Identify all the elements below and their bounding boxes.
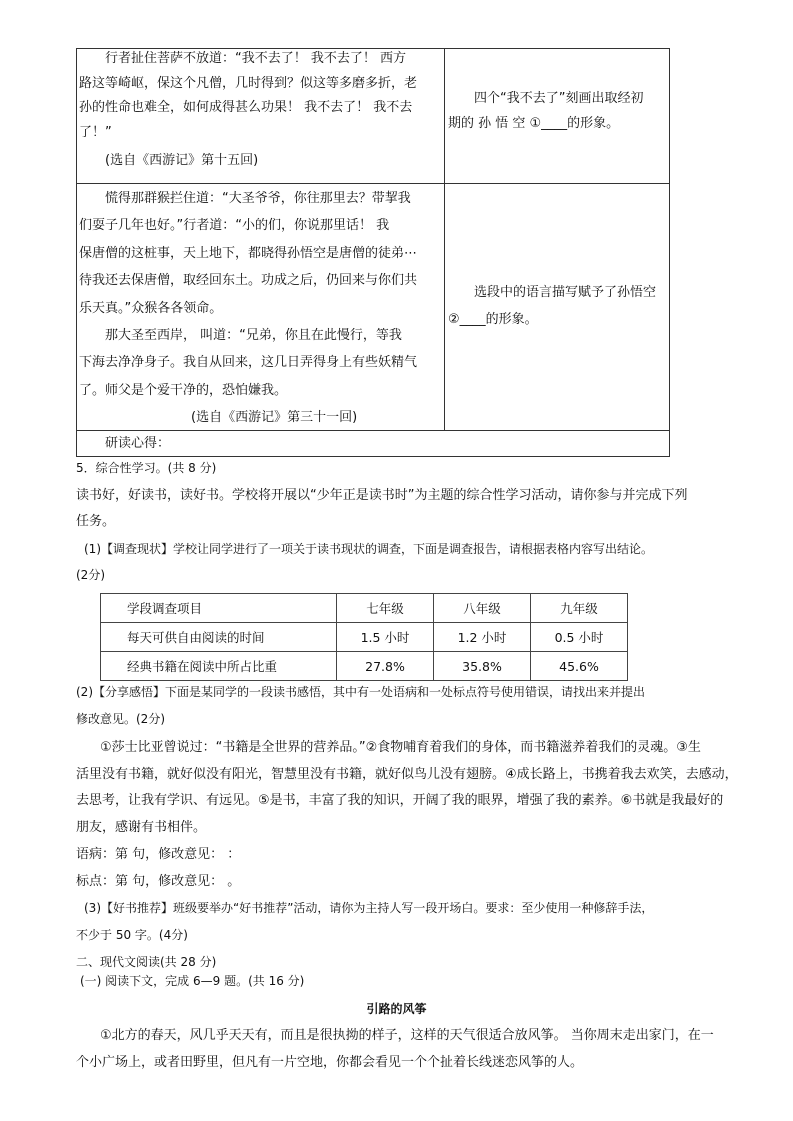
q5-part1-line: (1)【调查现状】学校让同学进行了一项关于读书现状的调查，下面是调查报告，请根据表格内容写出结论。: [84, 542, 654, 556]
comparison-table: [76, 48, 670, 457]
analysis-cell-2: [448, 279, 670, 333]
table-cell: 1.2 小时: [434, 623, 531, 652]
answer-grammar-line: 语病：第 句，修改意见： ：: [76, 847, 241, 862]
table-row: [101, 623, 628, 652]
q5-intro-line: 任务。: [76, 514, 116, 529]
q5-intro-line: 读书好，好读书，读好书。学校将开展以“少年正是读书时”为主题的综合性学习活动，请你参与并完成下列: [76, 488, 688, 503]
answer-punct-line: 标点：第 句，修改意见： 。: [76, 874, 241, 889]
quote-line: 们耍子几年也好。”行者道：“小的们，你说那里话！ 我: [79, 218, 390, 234]
reading-notes-text: 研读心得：: [105, 436, 171, 451]
quote-line: 行者扯住菩萨不放道：“我不去了！ 我不去了！ 西方: [105, 51, 406, 66]
article-para-line: ①北方的春天，风几乎天天有，而且是很执拗的样子，这样的天气很适合放风筝。 当你周末走出家门，在一: [100, 1028, 714, 1043]
section2-title: 二、现代文阅读(共 28 分): [76, 955, 217, 969]
analysis-line: ②____的形象。: [448, 312, 538, 327]
analysis-line: 四个“我不去了”刻画出取经初: [474, 91, 644, 106]
quote-cell-ch31: [79, 185, 443, 432]
reading-notes-label: [105, 432, 170, 457]
table-cell: 经典书籍在阅读中所占比重: [101, 652, 337, 681]
table-cell: 1.5 小时: [337, 623, 434, 652]
quote-cell-ch15: [79, 47, 443, 174]
q5-part2-line: 修改意见。(2分): [76, 712, 165, 726]
quote-source: (选自《西游记》第三十一回): [191, 410, 358, 426]
table-header: 学段调查项目: [101, 594, 337, 623]
table-row: [101, 652, 628, 681]
passage-line: 朋友，感谢有书相伴。: [76, 820, 207, 835]
quote-line: 乐天真。”众猴各各领命。: [79, 300, 223, 316]
passage-line: 活里没有书籍，就好似没有阳光，智慧里没有书籍，就好似鸟儿没有翅膀。④成长路上，书携着我去欢笑，去感动，: [76, 767, 738, 782]
q5-part1-line: (2分): [76, 568, 105, 582]
quote-line: 孙的性命也难全，如何成得甚么功果！ 我不去了！ 我不去: [79, 100, 413, 115]
passage-line: ①莎士比亚曾说过：“书籍是全世界的营养品。”②食物哺育着我们的身体，而书籍滋养着我们的灵魂。③生: [100, 740, 701, 755]
quote-line: 保唐僧的这桩事，天上地下，都晓得孙悟空是唐僧的徒弟⋯: [79, 245, 418, 261]
article-title: 引路的风筝: [366, 1002, 427, 1016]
row-divider: [77, 183, 669, 184]
column-divider: [444, 49, 445, 430]
quote-line: 路这等崎岖，保这个凡僧，几时得到？似这等多磨多折，老: [79, 75, 418, 91]
table-row: [101, 594, 628, 623]
q5-title: 5．综合性学习。(共 8 分): [76, 461, 217, 475]
quote-line: 慌得那群猴拦住道：“大圣爷爷，你往那里去？带挈我: [105, 191, 411, 206]
analysis-line: 选段中的语言描写赋予了孙悟空: [474, 285, 657, 300]
quote-line: 下海去净净身子。我自从回来，这几日弄得身上有些妖精气: [79, 355, 418, 371]
quote-line: 那大圣至西岸， 叫道：“兄弟，你且在此慢行，等我: [105, 328, 402, 344]
quote-line: 待我还去保唐僧，取经回东土。功成之后，仍回来与你们共: [79, 273, 418, 289]
table-cell: 45.6%: [531, 652, 628, 681]
section2-subtitle: (一) 阅读下文，完成 6—9 题。(共 16 分): [80, 974, 305, 988]
table-cell: 35.8%: [434, 652, 531, 681]
q5-part3-line: 不少于 50 字。(4分): [76, 928, 188, 942]
passage-line: 去思考，让我有学识、有远见。⑤是书，丰富了我的知识，开阔了我的眼界，增强了我的素养。⑥书就是我最好的: [76, 793, 724, 808]
article-para-line: 个小广场上，或者田野里，但凡有一片空地，你都会看见一个个扯着长线迷恋风筝的人。: [76, 1055, 584, 1070]
table-header: 七年级: [337, 594, 434, 623]
q5-part2-line: (2)【分享感悟】下面是某同学的一段读书感悟，其中有一处语病和一处标点符号使用错误，请找出来并提出: [76, 685, 646, 699]
table-cell: 每天可供自由阅读的时间: [101, 623, 337, 652]
analysis-line: 期的 孙 悟 空 ①____的形象。: [448, 115, 620, 131]
table-cell: 0.5 小时: [531, 623, 628, 652]
quote-source: (选自《西游记》第十五回): [105, 153, 259, 168]
q5-part3-line: (3)【好书推荐】班级要举办“好书推荐”活动，请你为主持人写一段开场白。要求：至少使用一种修辞手法，: [84, 901, 654, 915]
quote-line: 了。师父是个爱干净的，恐怕嫌我。: [79, 382, 288, 398]
quote-line: 了！”: [79, 124, 112, 140]
survey-table: [100, 593, 628, 681]
table-header: 八年级: [434, 594, 531, 623]
analysis-cell-1: [448, 87, 670, 136]
table-cell: 27.8%: [337, 652, 434, 681]
table-header: 九年级: [531, 594, 628, 623]
